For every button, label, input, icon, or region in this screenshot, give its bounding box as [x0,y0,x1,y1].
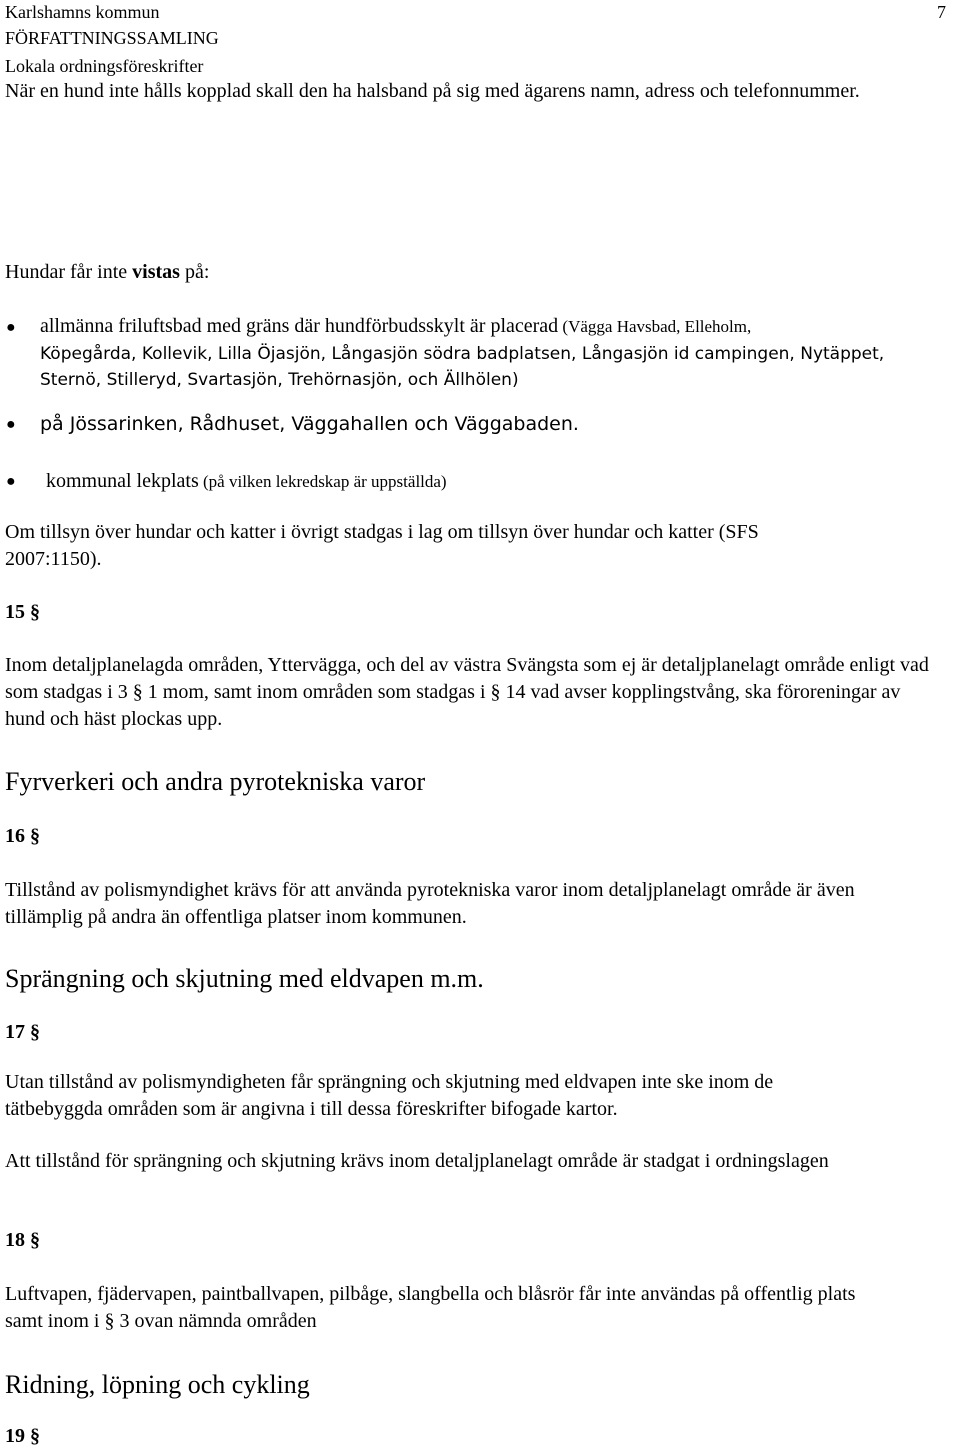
section-number: 17 § [5,1021,40,1043]
page-number: 7 [937,2,946,22]
forbidden-intro-after: på: [179,261,210,283]
bullet-detail-text: (Vägga Havsbad, Elleholm, [558,317,752,336]
bullet-icon: ● [6,473,16,490]
section-number: 19 § [5,1425,40,1447]
section-17-text: Utan tillstånd av polismyndigheten får sprängning och skjutning med eldvapen inte ske inom de tätbebyggda områden som är angivna i till dessa föreskrifter bifogade kartor. [5,1071,774,1120]
heading-blasting: Sprängning och skjutning med eldvapen m.m. [5,964,484,993]
header-municipality: Karlshamns kommun [5,2,160,22]
section-18-text: Luftvapen, fjädervapen, paintballvapen, pilbåge, slangbella och blåsrör får inte användas på offentlig plats samt inom i § 3 ovan nämnda områden [5,1283,856,1332]
section-number: 15 § [5,601,40,623]
section-number: 18 § [5,1229,40,1251]
section-15-text: Inom detaljplanelagda områden, Yttervägga, och del av västra Svängsta som ej är detaljplanelagt område enligt vad som stadgas i 3 § 1 mom, samt inom områden som stadgas i § 14 vad avser kopplingstvång, ska föroreningar av hund och häst plockas upp. [5,654,929,730]
bullet-main-text: kommunal lekplats [46,470,199,492]
forbidden-intro [5,259,945,286]
bullet-main-text: allmänna friluftsbad med gräns där hundförbudsskylt är placerad [40,315,559,337]
bullet-icon: ● [6,416,16,433]
forbidden-intro-before: Hundar får inte [5,261,133,283]
bullet-detail-continued: Köpegårda, Kollevik, Lilla Öjasjön, Långasjön södra badplatsen, Långasjön id campingen, Nytäppet, Sternö, Stilleryd, Svartasjön, Trehörnasjön, och Ällhölen) [40,344,885,390]
intro-paragraph: När en hund inte hålls kopplad skall den ha halsband på sig med ägarens namn, adress och telefonnummer. [5,80,860,102]
supervision-paragraph: Om tillsyn över hundar och katter i övrigt stadgas i lag om tillsyn över hundar och katter (SFS 2007:1150). [5,521,759,570]
section-17-text-2: Att tillstånd för sprängning och skjutning krävs inom detaljplanelagt område är stadgat i ordningslagen [5,1150,829,1172]
forbidden-intro-bold: vistas [132,261,180,283]
header-collection: FÖRFATTNINGSSAMLING [5,28,219,48]
section-16-text: Tillstånd av polismyndighet krävs för att använda pyrotekniska varor inom detaljplanelagt område är även tillämplig på andra än offentliga platser inom kommunen. [5,879,855,928]
bullet-icon: ● [6,319,16,336]
heading-fireworks: Fyrverkeri och andra pyrotekniska varor [5,767,426,796]
bullet-detail-text: (på vilken lekredskap är uppställda) [198,472,447,491]
bullet-main-text: på Jössarinken, Rådhuset, Väggahallen och Väggabaden. [40,413,579,435]
header-document-title: Lokala ordningsföreskrifter [5,56,204,76]
heading-riding: Ridning, löpning och cykling [5,1370,310,1399]
section-number: 16 § [5,825,40,847]
